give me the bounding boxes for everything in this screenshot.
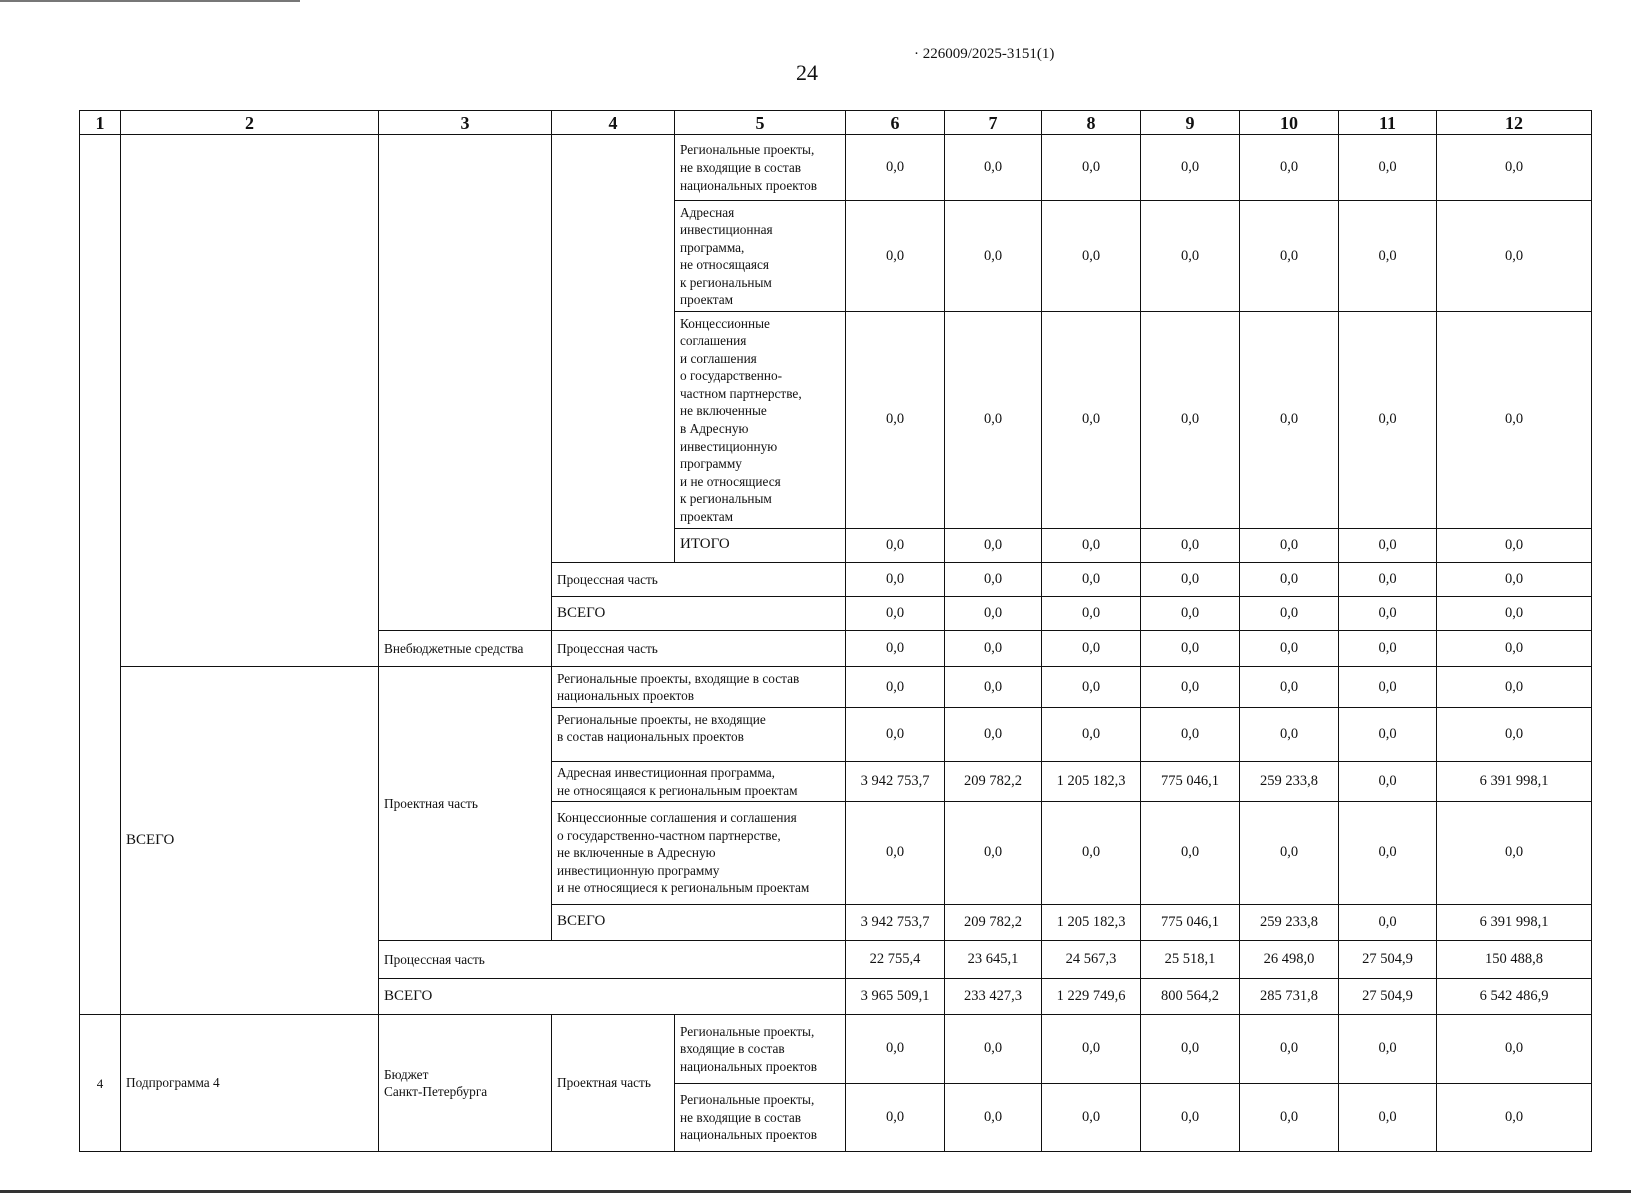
value-cell: 0,0 [846,528,945,562]
project-part-label: Проектная часть [379,667,552,940]
value-cell: 0,0 [1042,1083,1141,1151]
value-cell: 0,0 [945,562,1042,596]
value-cell: 3 942 753,7 [846,904,945,940]
value-cell: 0,0 [1042,631,1141,667]
value-cell: 0,0 [846,707,945,761]
funding-source-label: Бюджет Санкт-Петербурга [379,1015,552,1152]
value-cell: 0,0 [945,201,1042,312]
row-label: Концессионные соглашения и соглашения о государственно- частном партнерстве, не включенные в Адресную инвестиционную программу и не относящиеся к региональным проектам [675,312,846,529]
empty-cell [121,135,379,667]
value-cell: 775 046,1 [1141,761,1240,801]
value-cell: 1 205 182,3 [1042,904,1141,940]
row-label: Региональные проекты, не входящие в состав национальных проектов [675,135,846,201]
value-cell: 0,0 [1141,562,1240,596]
value-cell: 0,0 [1437,802,1592,904]
value-cell: 0,0 [1339,528,1437,562]
value-cell: 0,0 [1042,562,1141,596]
value-cell: 0,0 [1240,707,1339,761]
value-cell: 0,0 [1042,707,1141,761]
value-cell: 0,0 [1339,135,1437,201]
table-row [80,1015,1592,1083]
value-cell: 0,0 [846,1015,945,1083]
value-cell: 0,0 [1042,312,1141,529]
value-cell: 1 229 749,6 [1042,979,1141,1015]
value-cell: 0,0 [1141,135,1240,201]
value-cell: 0,0 [1437,201,1592,312]
row-label: ВСЕГО [552,904,846,940]
value-cell: 0,0 [1141,667,1240,707]
value-cell: 26 498,0 [1240,940,1339,978]
value-cell: 0,0 [1042,667,1141,707]
value-cell: 0,0 [1339,904,1437,940]
column-header: 2 [121,111,379,135]
value-cell: 0,0 [1437,312,1592,529]
column-header: 7 [945,111,1042,135]
value-cell: 0,0 [945,135,1042,201]
column-header: 12 [1437,111,1592,135]
row-label: Процессная часть [379,940,846,978]
value-cell: 0,0 [1240,802,1339,904]
value-cell: 0,0 [945,631,1042,667]
value-cell: 209 782,2 [945,761,1042,801]
subprogram-number: 4 [80,1015,121,1152]
row-label: Региональные проекты, входящие в состав национальных проектов [552,667,846,707]
value-cell: 800 564,2 [1141,979,1240,1015]
value-cell: 259 233,8 [1240,904,1339,940]
column-header: 9 [1141,111,1240,135]
value-cell: 0,0 [846,562,945,596]
empty-cell [80,135,121,1015]
value-cell: 22 755,4 [846,940,945,978]
value-cell: 0,0 [1240,597,1339,631]
value-cell: 0,0 [1141,528,1240,562]
funding-source-label: Внебюджетные средства [379,631,552,667]
value-cell: 0,0 [1437,707,1592,761]
value-cell: 0,0 [1042,201,1141,312]
value-cell: 0,0 [1240,312,1339,529]
project-part-label: Проектная часть [552,1015,675,1152]
value-cell: 0,0 [1240,201,1339,312]
value-cell: 0,0 [1141,312,1240,529]
value-cell: 0,0 [1240,135,1339,201]
page-number: 24 [796,60,818,85]
row-label: Региональные проекты, входящие в состав национальных проектов [675,1015,846,1083]
value-cell: 0,0 [945,1015,1042,1083]
value-cell: 0,0 [1141,201,1240,312]
value-cell: 0,0 [1339,312,1437,529]
value-cell: 0,0 [945,667,1042,707]
value-cell: 0,0 [1437,135,1592,201]
value-cell: 6 542 486,9 [1437,979,1592,1015]
row-label: ИТОГО [675,528,846,562]
value-cell: 150 488,8 [1437,940,1592,978]
value-cell: 27 504,9 [1339,940,1437,978]
value-cell: 0,0 [945,528,1042,562]
value-cell: 0,0 [1042,597,1141,631]
value-cell: 0,0 [1141,707,1240,761]
row-label: Концессионные соглашения и соглашения о государственно-частном партнерстве, не включенные в Адресную инвестиционную программу и не относящиеся к региональным проектам [552,802,846,904]
table-row [80,667,1592,707]
value-cell: 0,0 [1339,761,1437,801]
value-cell: 6 391 998,1 [1437,761,1592,801]
value-cell: 0,0 [945,312,1042,529]
value-cell: 775 046,1 [1141,904,1240,940]
row-label: Процессная часть [552,562,846,596]
value-cell: 27 504,9 [1339,979,1437,1015]
column-header: 8 [1042,111,1141,135]
column-header: 1 [80,111,121,135]
row-label: ВСЕГО [379,979,846,1015]
value-cell: 0,0 [1339,562,1437,596]
row-label: Адресная инвестиционная программа, не относящаяся к региональным проектам [675,201,846,312]
value-cell: 259 233,8 [1240,761,1339,801]
value-cell: 0,0 [1437,528,1592,562]
value-cell: 3 942 753,7 [846,761,945,801]
value-cell: 285 731,8 [1240,979,1339,1015]
table-row [80,135,1592,201]
value-cell: 0,0 [1437,597,1592,631]
value-cell: 0,0 [1240,1015,1339,1083]
value-cell: 0,0 [1437,562,1592,596]
value-cell: 0,0 [1437,631,1592,667]
value-cell: 23 645,1 [945,940,1042,978]
row-label: Региональные проекты, не входящие в состав национальных проектов [552,707,846,761]
empty-cell [552,135,675,563]
document-number-text: 226009/2025-3151(1) [922,46,1055,62]
value-cell: 0,0 [1141,631,1240,667]
column-header: 6 [846,111,945,135]
value-cell: 0,0 [1339,707,1437,761]
column-number-row [80,111,1592,135]
value-cell: 0,0 [1437,667,1592,707]
value-cell: 0,0 [1240,562,1339,596]
empty-cell [379,135,552,631]
value-cell: 0,0 [1339,667,1437,707]
value-cell: 0,0 [1437,1015,1592,1083]
value-cell: 0,0 [846,135,945,201]
value-cell: 0,0 [1042,135,1141,201]
value-cell: 0,0 [846,312,945,529]
value-cell: 0,0 [1240,667,1339,707]
scan-edge-bottom [0,1190,1631,1193]
value-cell: 0,0 [945,597,1042,631]
value-cell: 0,0 [1339,201,1437,312]
column-header: 5 [675,111,846,135]
column-header: 11 [1339,111,1437,135]
document-number: · 226009/2025-3151(1) [914,46,1055,62]
value-cell: 0,0 [1141,1015,1240,1083]
column-header: 10 [1240,111,1339,135]
value-cell: 0,0 [846,667,945,707]
column-header: 3 [379,111,552,135]
value-cell: 0,0 [1339,631,1437,667]
value-cell: 209 782,2 [945,904,1042,940]
value-cell: 0,0 [1437,1083,1592,1151]
value-cell: 0,0 [846,201,945,312]
scan-edge-top [0,0,300,2]
value-cell: 0,0 [1339,1015,1437,1083]
financing-table [79,110,1592,1152]
subprogram-name: Подпрограмма 4 [121,1015,379,1152]
row-label: Процессная часть [552,631,846,667]
value-cell: 0,0 [1339,802,1437,904]
value-cell: 0,0 [1339,1083,1437,1151]
value-cell: 233 427,3 [945,979,1042,1015]
value-cell: 6 391 998,1 [1437,904,1592,940]
value-cell: 0,0 [1042,802,1141,904]
value-cell: 0,0 [1240,528,1339,562]
value-cell: 0,0 [945,1083,1042,1151]
value-cell: 0,0 [1240,1083,1339,1151]
value-cell: 3 965 509,1 [846,979,945,1015]
value-cell: 24 567,3 [1042,940,1141,978]
value-cell: 0,0 [945,707,1042,761]
value-cell: 1 205 182,3 [1042,761,1141,801]
value-cell: 0,0 [846,631,945,667]
value-cell: 0,0 [1240,631,1339,667]
row-label: Региональные проекты, не входящие в состав национальных проектов [675,1083,846,1151]
value-cell: 0,0 [846,597,945,631]
value-cell: 0,0 [846,1083,945,1151]
value-cell: 0,0 [846,802,945,904]
value-cell: 0,0 [1339,597,1437,631]
value-cell: 0,0 [1141,1083,1240,1151]
row-label: ВСЕГО [552,597,846,631]
column-header: 4 [552,111,675,135]
value-cell: 0,0 [1042,528,1141,562]
value-cell: 25 518,1 [1141,940,1240,978]
row-label: Адресная инвестиционная программа, не относящаяся к региональным проектам [552,761,846,801]
value-cell: 0,0 [1141,802,1240,904]
total-section-label: ВСЕГО [121,667,379,1015]
value-cell: 0,0 [1141,597,1240,631]
value-cell: 0,0 [945,802,1042,904]
value-cell: 0,0 [1042,1015,1141,1083]
